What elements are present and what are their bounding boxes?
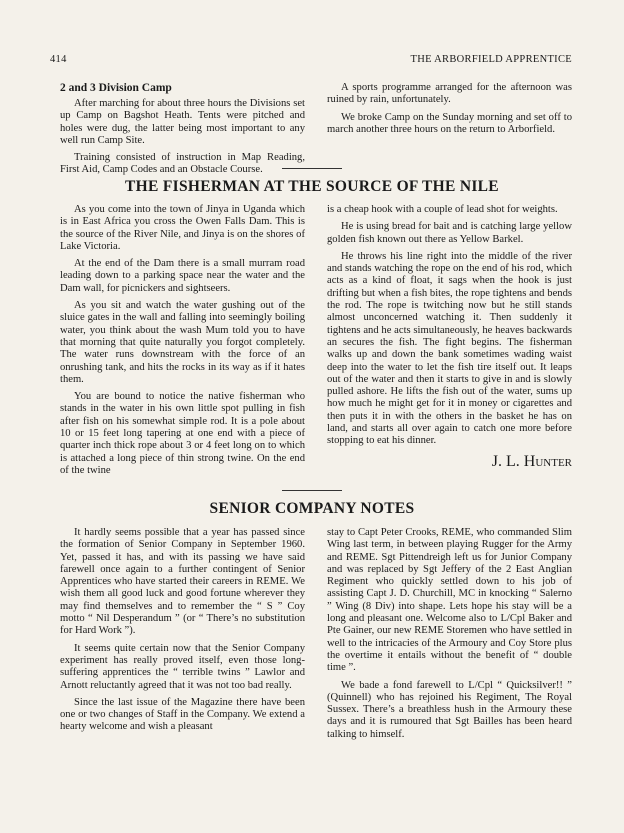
page-number: 414 — [50, 54, 67, 65]
senior-paragraph: Since the last issue of the Magazine there have been one or two changes of Staff in the Company. We extend a hearty welcome and wish a pleasant — [60, 696, 305, 733]
fisherman-paragraph: He throws his line right into the middle of the river and stands watching the rope on the end of his rod, which acts as a kind of float, it sags when the hook is just drifting but when a fish bites, the rope tightens and bends the rod. The rope is twitching now but he still stands almost unconcerned watching it. Then suddenly it tightens and he acts simultaneously, he heaves backwards an secures the fish. The fight begins. The fisherman walks up and down the bank sometimes wading waist deep into the water to let the fish tire itself out. It leaps out of the water and then it starts to give in and is slowly pulled ashore. He lifts the fish out of the water, sums up how much he might get for it in money or cigarettes and then puts it in with the others in the basket he has on land, and starts all over again to catch one more before stopping to eat his dinner. — [327, 250, 572, 447]
fisherman-article — [60, 204, 572, 482]
running-title: THE ARBORFIELD APPRENTICE — [410, 54, 572, 65]
fisherman-paragraph: You are bound to notice the native fisherman who stands in the water in his own little spot pulling in fish after fish on his somewhat simple rod. It is a pole about 10 or 15 feet long tapering at one end with a piece of quarter inch thick rope about 3 or 4 feet long on to which is attached a long piece of thin strong twine. On the end of the twine — [60, 391, 305, 476]
camp-left-column — [60, 82, 305, 182]
camp-article — [60, 82, 572, 182]
camp-paragraph: A sports programme arranged for the afternoon was ruined by rain, unfortunately. — [327, 82, 572, 106]
camp-right-column — [327, 82, 572, 182]
fisherman-paragraph: is a cheap hook with a couple of lead shot for weights. — [327, 204, 558, 215]
fisherman-paragraph: He is using bread for bait and is catching large yellow golden fish known out there as Yellow Barkel. — [327, 221, 572, 245]
running-header — [50, 54, 572, 65]
fisherman-left-column — [60, 204, 305, 482]
senior-article — [60, 527, 572, 746]
senior-right-column — [327, 527, 572, 746]
senior-title: SENIOR COMPANY NOTES — [209, 500, 415, 517]
section-divider — [282, 168, 342, 169]
camp-paragraph: Training consisted of instruction in Map Reading, First Aid, Camp Codes and an Obstacle Course. — [60, 152, 305, 176]
fisherman-right-column — [327, 204, 572, 482]
senior-left-column — [60, 527, 305, 746]
fisherman-paragraph: At the end of the Dam there is a small murram road leading down to a parking space near the water and the Dam wall, for picnickers and sightseers. — [60, 258, 305, 294]
senior-paragraph: It seems quite certain now that the Senior Company experiment has really proved itself, even those long-suffering apprentices the “ terrible twins ” Lawlor and Arnott reluctantly agreed that it was not too bad really. — [60, 642, 305, 691]
senior-paragraph: It hardly seems possible that a year has passed since the formation of Senior Company in September 1960. Yet, passed it has, and with its passing we have said farewell once again to a further contingent of Senior Apprentices who have started their careers in REME. We wish them all good luck and good fortune wherever they may find themselves and to remember the “ S ” Coy motto “ Nil Desperandum ” (or “ There’s no substitution for Hard Work ”). — [60, 527, 305, 637]
senior-paragraph: We bade a fond farewell to L/Cpl “ Quicksilver!! ” (Quinnell) who has rejoined his Regiment, The Royal Sussex. There’s a breathless hush in the Armoury these days and it is rumoured that Sgt Bailles has been heard talking to himself. — [327, 679, 572, 740]
camp-paragraph: We broke Camp on the Sunday morning and set off to march another three hours on the return to Arborfield. — [327, 111, 572, 135]
author-signature: J. L. Hunter — [491, 452, 572, 470]
section-divider — [282, 490, 342, 491]
fisherman-title: THE FISHERMAN AT THE SOURCE OF THE NILE — [125, 178, 499, 195]
senior-paragraph: stay to Capt Peter Crooks, REME, who commanded Slim Wing last term, in between playing Rugger for the Army and REME. Sgt Pittendreigh left us for Junior Company and was replaced by Sgt Jeffery of the 2 East Anglian Regiment who quickly settled down to his job of assisting Capt J. D. Churchill, MC in knocking “ Salerno ” Wing (8 Div) into shape. Lets hope his stay will be a long and pleasant one. Welcome also to L/Cpl Baker and Pte Gainer, our new REME Storemen who have settled in well to the intricacies of the Armoury and Coy Store plus the overtime it entails without the benefit of “ double time ”. — [327, 527, 572, 674]
fisherman-paragraph: As you sit and watch the water gushing out of the sluice gates in the wall and falling into seemingly boiling water, you think about the wash Mum told you to have that morning that quite naturally you forgot completely. The water runs downstream with the force of an onrushing tank, and hits the rocks in its way as if it hates them. — [60, 300, 305, 385]
camp-heading: 2 and 3 Division Camp — [60, 82, 172, 94]
camp-paragraph: After marching for about three hours the Divisions set up Camp on Bagshot Heath. Tents were pitched and holes were dug, the latter being most important to any well run Camp Site. — [60, 98, 305, 146]
fisherman-paragraph: As you come into the town of Jinya in Uganda which is in East Africa you cross the Owen Falls Dam. This is the source of the River Nile, and Jinya is on the shores of Lake Victoria. — [60, 204, 305, 252]
